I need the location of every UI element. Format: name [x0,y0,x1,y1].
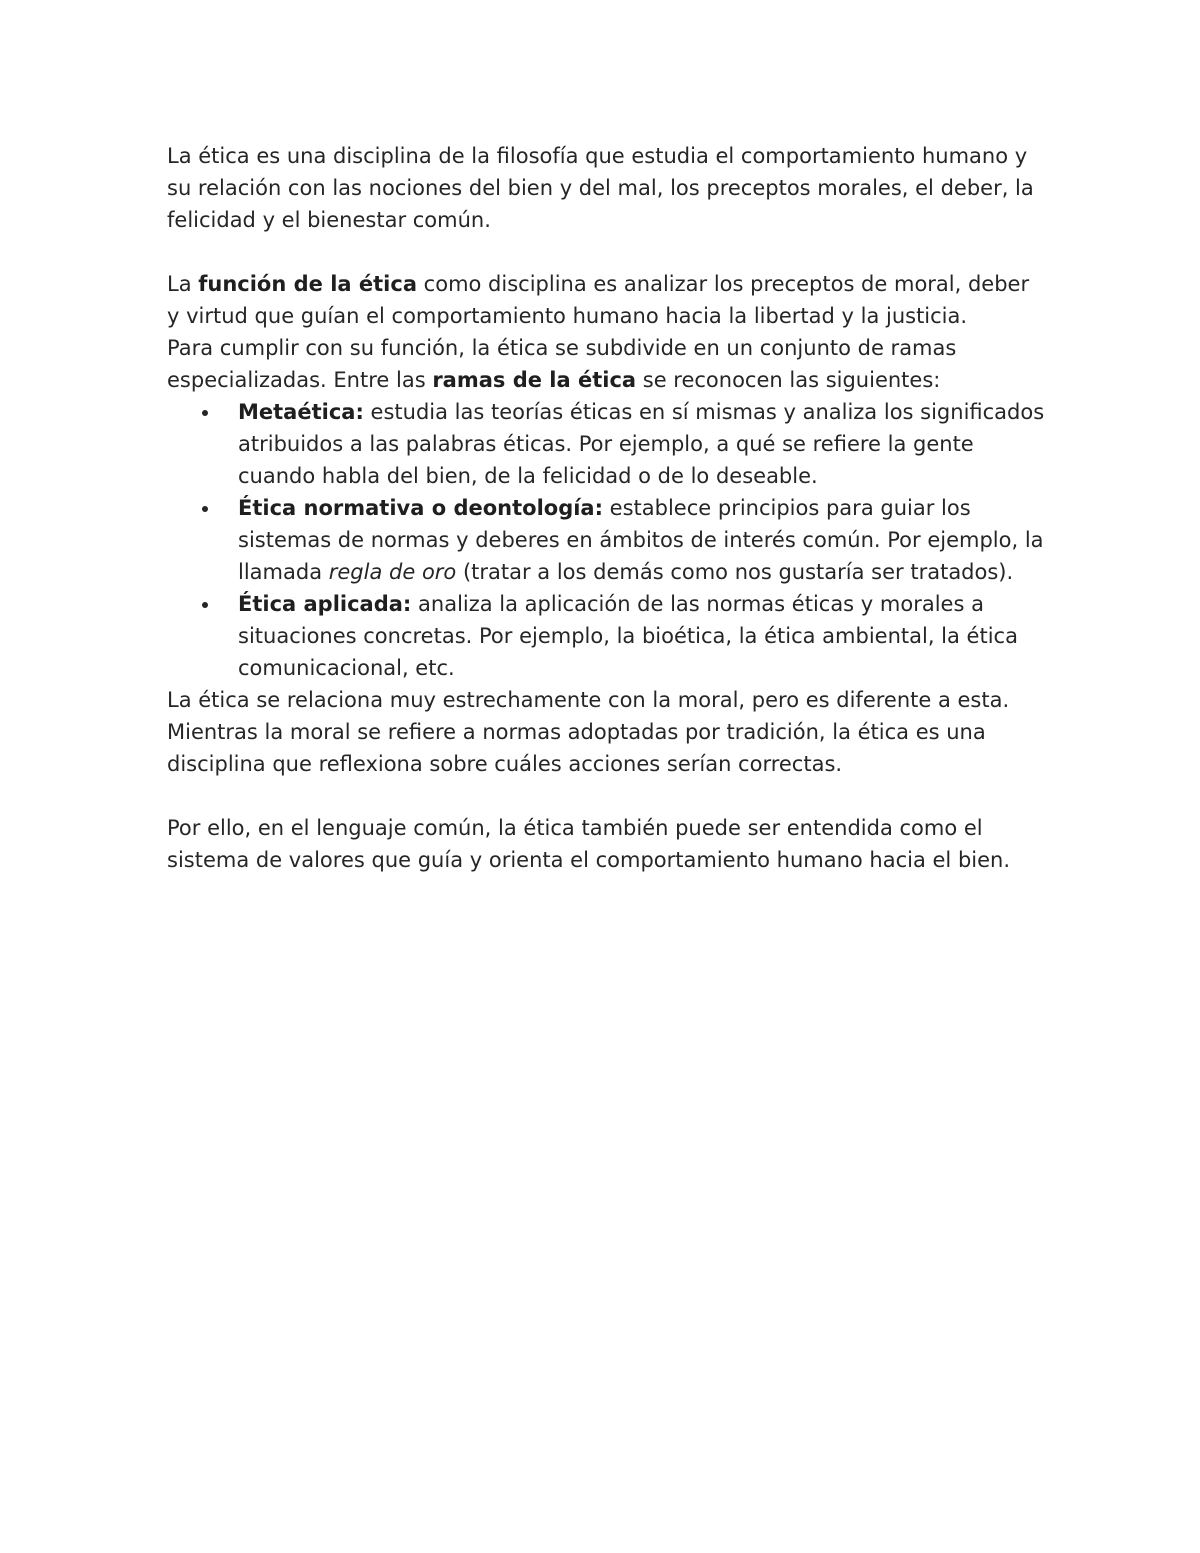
list-item-term: Ética normativa o deontología: [238,496,603,520]
paragraph-definition-text: La ética es una disciplina de la filosofía que estudia el comportamiento humano y su relación con las nociones del bien y del mal, los preceptos morales, el deber, la felicidad y el bienestar común. [167,144,1034,232]
list-item-term: Metaética: [238,400,364,424]
paragraph-branches-intro-bold: ramas de la ética [432,368,637,392]
paragraph-branches-intro [167,332,1047,396]
paragraph-gap [167,780,1047,812]
list-item-term: Ética aplicada: [238,592,412,616]
list-item-text: estudia las teorías éticas en sí mismas y analiza los significados atribuidos a las palabras éticas. Por ejemplo, a qué se refiere la gente cuando habla del bien, de la felicidad o de lo deseable. [238,400,1045,488]
paragraph-branches-intro-post: se reconocen las siguientes: [636,368,941,392]
list-item-etica-normativa [167,492,1047,588]
paragraph-conclusion-text: Por ello, en el lenguaje común, la ética también puede ser entendida como el sistema de valores que guía y orienta el comportamiento humano hacia el bien. [167,816,1011,872]
list-item-text: analiza la aplicación de las normas éticas y morales a situaciones concretas. Por ejemplo, la bioética, la ética ambiental, la ética comunicacional, etc. [238,592,1018,680]
paragraph-function-bold: función de la ética [198,272,417,296]
paragraph-branches-intro-pre: Para cumplir con su función, la ética se subdivide en un conjunto de ramas especializadas. Entre las [167,336,957,392]
bullet-icon [202,506,208,512]
bullet-icon [202,410,208,416]
list-item-etica-aplicada [167,588,1047,684]
paragraph-function-post: como disciplina es analizar los preceptos de moral, deber y virtud que guían el comportamiento humano hacia la libertad y la justicia. [167,272,1030,328]
paragraph-gap [167,236,1047,268]
document-page [167,140,1047,876]
paragraph-definition [167,140,1047,236]
paragraph-ethics-vs-moral [167,684,1047,780]
paragraph-ethics-vs-moral-text: La ética se relaciona muy estrechamente con la moral, pero es diferente a esta. Mientras la moral se refiere a normas adoptadas por tradición, la ética es una disciplina que reflexiona sobre cuáles acciones serían correctas. [167,688,1010,776]
list-item-metaetica [167,396,1047,492]
list-item-italic: regla de oro [328,560,457,584]
paragraph-conclusion [167,812,1047,876]
paragraph-function [167,268,1047,332]
list-item-text-post: (tratar a los demás como nos gustaría ser tratados). [456,560,1014,584]
branches-list [167,396,1047,684]
paragraph-function-pre: La [167,272,199,296]
bullet-icon [202,602,208,608]
list-item-text-pre: establece principios para guiar los sistemas de normas y deberes en ámbitos de interés común. Por ejemplo, la llamada [238,496,1044,584]
